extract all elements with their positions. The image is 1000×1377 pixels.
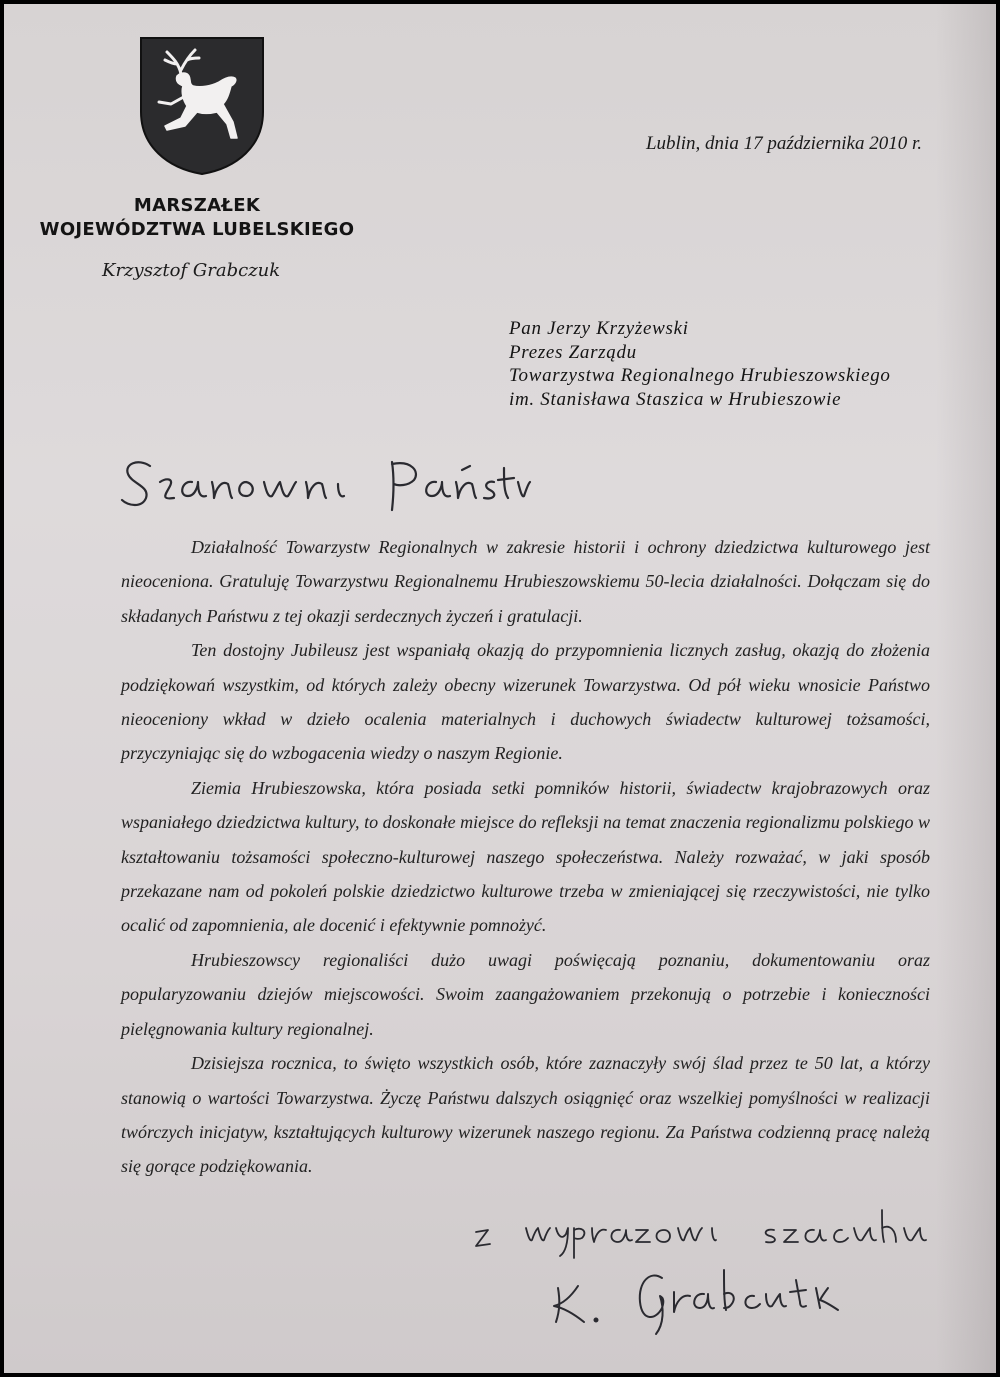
handwritten-closing	[468, 1204, 928, 1264]
body-paragraph: Ten dostojny Jubileusz jest wspaniałą okazją do przypomnienia licznych zasług, okazją do złożenia podziękowań wszystkim, od których zależy obecny wizerunek Towarzystwa. Od pół wieku wnosicie Państwo nieoceniony wkład w dzieło ocalenia materialnych i duchowych świadectw kulturowej tożsamości, przyczyniając się do wzbogacenia wiedzy o naszym Regionie.	[121, 640, 930, 764]
letter-page	[4, 4, 996, 1373]
recipient-line: im. Stanisława Staszica w Hrubieszowie	[509, 388, 842, 410]
body-paragraph: Działalność Towarzystw Regionalnych w zakresie historii i ochrony dziedzictwa kulturowego jest nieoceniona. Gratuluję Towarzystwu Regionalnemu Hrubieszowskiemu 50-lecia działalności. Dołączam się do składanych Państwu z tej okazji serdecznych życzeń i gratulacji.	[121, 537, 930, 626]
body-paragraph: Dzisiejsza rocznica, to święto wszystkich osób, które zaznaczyły swój ślad przez te 50 lat, a którzy stanowią o wartości Towarzystwa. Życzę Państwu dalszych osiągnięć oraz wszelkiej pomyślności w realizacji twórczych inicjatyw, kształtujących kulturowy wizerunek naszego regionu. Za Państwa codzienną pracę należą się gorące podziękowania.	[121, 1053, 930, 1177]
closing-text: Z wyrazami szacunku	[468, 1204, 479, 1205]
body-paragraph: Hrubieszowscy regionaliści dużo uwagi poświęcają poznaniu, dokumentowaniu oraz popularyzowaniu dziejów miejscowości. Swoim zaangażowaniem przekonują o potrzebie i konieczności pielęgnowania kultury regionalnej.	[121, 949, 930, 1039]
recipient-line: Prezes Zarządu	[509, 341, 637, 363]
page-shadow	[936, 4, 996, 1373]
letter-date: Lublin, dnia 17 października 2010 r.	[645, 133, 922, 154]
handwritten-salutation	[116, 452, 536, 522]
signature-text: K. Grabczuk	[544, 1262, 551, 1263]
coat-of-arms-deer-icon	[137, 34, 267, 176]
handwritten-signature	[544, 1262, 864, 1337]
letter-body	[121, 530, 930, 1184]
office-title-line2: WOJEWÓDZTWA LUBELSKIEGO	[39, 219, 355, 240]
recipient-line: Towarzystwa Regionalnego Hrubieszowskiego	[509, 365, 891, 386]
recipient-block	[509, 317, 891, 411]
office-title-line1: MARSZAŁEK	[133, 195, 261, 216]
office-title	[24, 194, 370, 242]
marshal-name: Krzysztof Grabczuk	[102, 260, 281, 281]
recipient-line: Pan Jerzy Krzyżewski	[509, 318, 689, 339]
body-paragraph: Ziemia Hrubieszowska, która posiada setki pomników historii, świadectw krajobrazowych oraz wspaniałego dziedzictwa kultury, to doskonałe miejsce do refleksji na temat znaczenia regionalizmu polskiego w kształtowaniu tożsamości społeczno-kulturowej naszego społeczeństwa. Należy rozważać, w jaki sposób przekazane nam od pokoleń polskie dziedzictwo kulturowe trzeba w zmieniającej się rzeczywistości, nie tylko ocalić od zapomnienia, ale docenić i efektywnie pomnożyć.	[121, 777, 930, 936]
salutation-text: Szanowni Państwo	[116, 452, 126, 453]
